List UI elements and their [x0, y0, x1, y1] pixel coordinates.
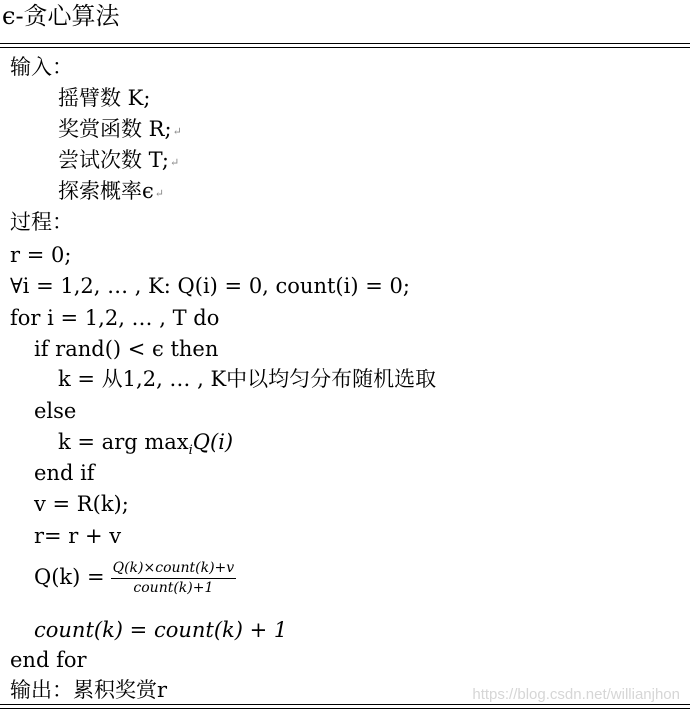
watermark: https://blog.csdn.net/willianjhon: [472, 686, 680, 703]
process-header: 过程：: [10, 210, 73, 234]
code-init: ∀i = 1,2, … , K: Q(i) = 0, count(i) = 0;: [10, 274, 410, 298]
code-count-update: count(k) = count(k) + 1: [34, 618, 288, 642]
code-for: for i = 1,2, … , T do: [10, 306, 220, 330]
code-k-random: k = 从1,2, … , K中以均匀分布随机选取: [58, 367, 437, 391]
code-r-init: r = 0;: [10, 243, 72, 267]
algorithm-title: ϵ-贪心算法: [2, 2, 120, 30]
input-epsilon: 探索概率ϵ↵: [58, 179, 164, 203]
return-mark-icon: ↵: [154, 187, 164, 200]
input-arms: 摇臂数 K;: [58, 86, 151, 110]
code-else: else: [34, 399, 77, 423]
code-r-update: r= r + v: [34, 524, 122, 548]
output-line: 输出：累积奖赏r: [10, 678, 168, 702]
input-reward: 奖赏函数 R;↵: [58, 117, 182, 141]
return-mark-icon: ↵: [170, 156, 180, 169]
code-end-for: end for: [10, 648, 87, 672]
code-k-argmax: k = arg $\max_iQ(i)$: [58, 430, 234, 458]
input-header: 输入：: [10, 55, 73, 79]
return-mark-icon: ↵: [172, 125, 182, 138]
code-end-if: end if: [34, 461, 95, 485]
input-trials: 尝试次数 T;↵: [58, 148, 180, 172]
code-v: v = R(k);: [34, 492, 129, 516]
bottom-rule-1: [0, 704, 690, 705]
bottom-rule-2: [0, 708, 690, 709]
q-fraction: $\frac{\text{Q(k)×count(k)+v}}{\text{count(k)+1}}$: [112, 560, 235, 596]
top-rule-2: [0, 47, 690, 48]
code-q-update: Q(k) = $\frac{\text{Q(k)×count(k)+v}}{\text{count(k)+1}}$: [34, 560, 235, 596]
code-if: if rand() < ϵ then: [34, 337, 219, 361]
top-rule-1: [0, 43, 690, 44]
